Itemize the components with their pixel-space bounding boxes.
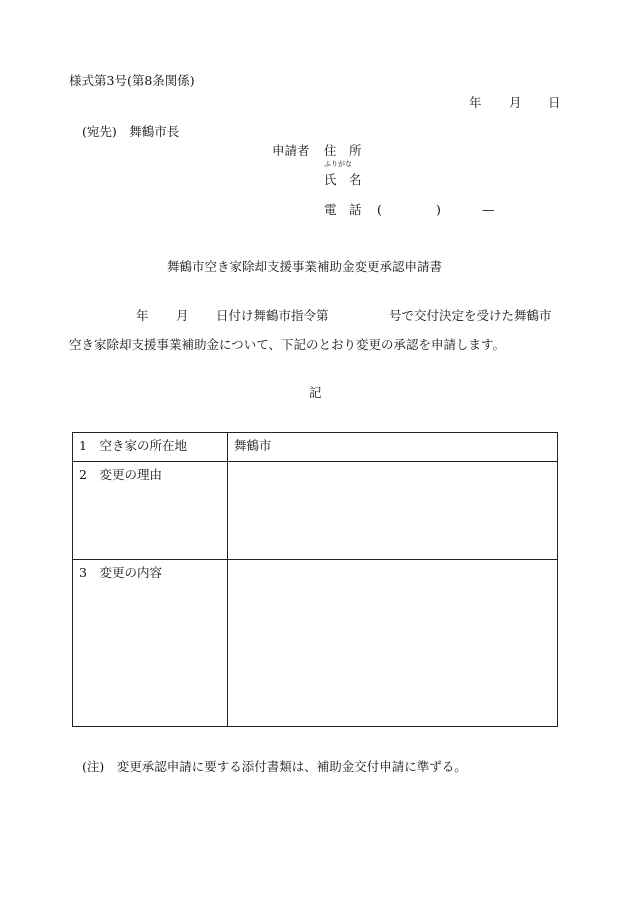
phone-open-paren: (: [377, 202, 382, 217]
row-2-label: 2 変更の理由: [73, 462, 228, 560]
date-year-label: 年: [469, 95, 482, 110]
furigana-label: ふりがな: [324, 160, 352, 168]
name-label: 氏 名: [324, 172, 362, 187]
address-label: 住 所: [324, 143, 362, 158]
body-line-2: 空き家除却支援事業補助金について、下記のとおり変更の承認を申請します。: [69, 337, 506, 352]
body-year-label: 年: [136, 308, 149, 323]
phone-label: 電 話: [324, 202, 362, 217]
row-1-label: 1 空き家の所在地: [73, 433, 228, 462]
row-3-value[interactable]: [228, 560, 558, 727]
form-number: 様式第3号(第8条関係): [69, 73, 195, 88]
ki-heading: 記: [309, 385, 322, 400]
table-row: [73, 433, 558, 462]
date-month-label: 月: [509, 95, 522, 110]
date-day-label: 日: [548, 95, 561, 110]
body-month-label: 月: [176, 308, 189, 323]
row-1-value[interactable]: 舞鶴市: [228, 433, 558, 462]
phone-dash: —: [482, 202, 495, 217]
row-2-value[interactable]: [228, 462, 558, 560]
table-row: [73, 462, 558, 560]
document-title: 舞鶴市空き家除却支援事業補助金変更承認申請書: [167, 259, 443, 274]
addressee: (宛先) 舞鶴市長: [82, 124, 180, 139]
table-row: [73, 560, 558, 727]
phone-close-paren: ): [436, 202, 441, 217]
footnote: (注) 変更承認申請に要する添付書類は、補助金交付申請に準ずる。: [82, 759, 467, 774]
body-dated-text: 日付け舞鶴市指令第: [216, 308, 329, 323]
details-table: [72, 432, 558, 727]
body-number-suffix: 号で交付決定を受けた舞鶴市: [389, 308, 552, 323]
row-3-label: 3 変更の内容: [73, 560, 228, 727]
applicant-label: 申請者: [272, 143, 310, 158]
